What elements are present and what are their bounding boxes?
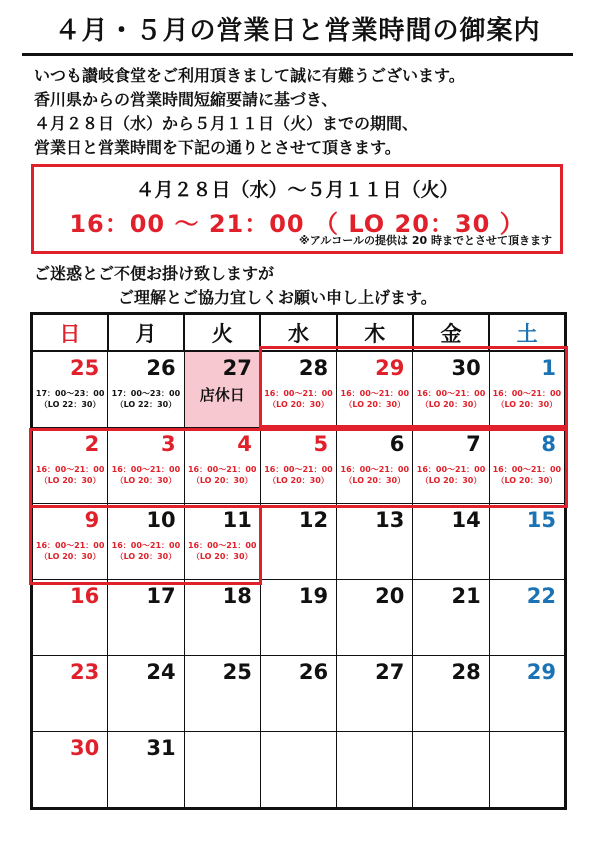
notice-box (31, 164, 563, 254)
day-cell-closed (184, 351, 260, 428)
weekday-header: 火 (184, 314, 260, 352)
day-number: 26 (298, 660, 329, 684)
notice-hours: 16：00 ～ 21：00 （ LO 20：30 ） (69, 210, 525, 238)
apology-text (34, 262, 437, 310)
day-hours (261, 388, 336, 410)
day-number: 25 (222, 660, 252, 684)
day-cell (32, 351, 108, 428)
day-cell (184, 504, 260, 580)
day-cell (184, 656, 260, 732)
day-cell (337, 656, 413, 732)
day-number: 21 (451, 584, 481, 608)
hours-range: 16：00～21：00 (111, 465, 181, 474)
day-number: 3 (160, 432, 176, 456)
weekday-header: 日 (32, 314, 108, 352)
day-cell (32, 732, 108, 809)
day-cell (337, 580, 413, 656)
last-order: （LO 20：30） (496, 476, 558, 485)
day-hours (33, 464, 107, 486)
day-cell (260, 656, 336, 732)
last-order: （LO 20：30） (191, 552, 253, 561)
hours-range: 16：00～21：00 (264, 465, 333, 474)
hours-range: 16：00～21：00 (492, 389, 562, 398)
weekday-header: 月 (108, 314, 184, 352)
day-number (490, 732, 564, 736)
day-number: 23 (70, 660, 100, 684)
last-order: （LO 20：30） (39, 476, 101, 485)
day-hours (413, 388, 488, 410)
hours-range: 16：00～21：00 (416, 389, 486, 398)
day-number: 27 (375, 660, 405, 684)
day-number: 30 (70, 736, 100, 760)
day-hours (108, 388, 183, 410)
weekday-header: 土 (489, 314, 565, 352)
hours-range: 16：00～21：00 (264, 389, 333, 398)
day-number: 29 (375, 356, 405, 380)
day-number: 26 (146, 356, 176, 380)
day-hours (337, 388, 412, 410)
day-number (261, 732, 336, 736)
last-order: （LO 20：30） (420, 476, 482, 485)
day-number: 17 (146, 584, 176, 608)
last-order: （LO 20：30） (344, 400, 406, 409)
apology-line: ご理解とご協力宜しくお願い申し上げます。 (118, 288, 437, 307)
day-hours (33, 388, 107, 410)
last-order: （LO 20：30） (496, 400, 558, 409)
hours-range: 16：00～21：00 (187, 541, 257, 550)
weekday-header: 木 (337, 314, 413, 352)
day-number (413, 732, 488, 736)
calendar (30, 312, 567, 810)
last-order: （LO 20：30） (268, 476, 329, 485)
day-number: 24 (146, 660, 176, 684)
day-number: 28 (451, 660, 481, 684)
last-order: （LO 20：30） (115, 552, 177, 561)
day-number: 20 (375, 584, 405, 608)
day-number: 29 (526, 660, 556, 684)
calendar-week-row (32, 351, 566, 428)
closed-label: 店休日 (199, 386, 245, 404)
day-number: 2 (84, 432, 100, 456)
last-order: （LO 20：30） (344, 476, 406, 485)
day-number: 1 (541, 356, 556, 380)
day-cell (32, 504, 108, 580)
calendar-week-row (32, 656, 566, 732)
day-number: 6 (389, 432, 405, 456)
hours-range: 16：00～21：00 (340, 389, 410, 398)
day-number: 15 (526, 508, 556, 532)
day-cell (108, 580, 184, 656)
day-cell (413, 351, 489, 428)
day-cell (260, 351, 336, 428)
day-number: 13 (375, 508, 405, 532)
hours-range: 16：00～21：00 (111, 541, 181, 550)
last-order: （LO 20：30） (268, 400, 329, 409)
day-number: 14 (451, 508, 481, 532)
day-cell (337, 732, 413, 809)
day-cell (32, 428, 108, 504)
last-order: （LO 22：30） (115, 400, 177, 409)
intro-line: 香川県からの営業時間短縮要請に基づき、 (34, 90, 338, 109)
day-number: 18 (222, 584, 252, 608)
day-cell (489, 580, 565, 656)
day-cell (337, 428, 413, 504)
day-hours (490, 464, 564, 486)
day-number: 10 (146, 508, 176, 532)
notice-note: ※アルコールの提供は 20 時までとさせて頂きます (299, 234, 552, 247)
day-hours (337, 464, 412, 486)
day-cell (337, 351, 413, 428)
hours-range: 16：00～21：00 (35, 465, 105, 474)
day-hours (108, 540, 183, 562)
hours-range: 16：00～21：00 (416, 465, 486, 474)
weekday-header: 金 (413, 314, 489, 352)
day-cell (108, 351, 184, 428)
hours-range: 16：00～21：00 (340, 465, 410, 474)
intro-line: いつも讃岐食堂をご利用頂きまして誠に有難うございます。 (34, 66, 465, 85)
day-cell (489, 351, 565, 428)
day-cell (260, 580, 336, 656)
last-order: （LO 22：30） (39, 400, 101, 409)
day-cell (260, 428, 336, 504)
weekday-header-row (32, 314, 566, 352)
day-hours (413, 464, 488, 486)
day-hours (490, 388, 564, 410)
weekday-header: 水 (260, 314, 336, 352)
day-cell (108, 732, 184, 809)
calendar-week-row (32, 428, 566, 504)
calendar-week-row (32, 732, 566, 809)
day-cell (260, 504, 336, 580)
day-cell (413, 428, 489, 504)
hours-range: 16：00～21：00 (492, 465, 562, 474)
day-number: 16 (70, 584, 100, 608)
day-cell (337, 504, 413, 580)
day-cell (32, 580, 108, 656)
day-hours (33, 540, 107, 562)
day-number: 28 (298, 356, 329, 380)
day-cell (260, 732, 336, 809)
last-order: （LO 20：30） (191, 476, 253, 485)
day-cell (413, 656, 489, 732)
day-cell (108, 428, 184, 504)
calendar-week-row (32, 580, 566, 656)
day-number: 4 (237, 432, 252, 456)
day-number (185, 732, 260, 736)
day-cell (413, 504, 489, 580)
intro-line: 営業日と営業時間を下記の通りとさせて頂きます。 (34, 138, 401, 157)
day-number: 19 (298, 584, 329, 608)
hours-range: 17：00～23：00 (111, 389, 181, 398)
intro-line: ４月２８日（水）から５月１１日（火）までの期間、 (34, 114, 419, 133)
day-hours (261, 464, 336, 486)
day-cell (184, 580, 260, 656)
intro-text (34, 64, 574, 160)
hours-range: 16：00～21：00 (187, 465, 257, 474)
last-order: （LO 20：30） (39, 552, 101, 561)
day-cell (413, 580, 489, 656)
day-cell (489, 504, 565, 580)
page-title: ４月・５月の営業日と営業時間の御案内 (22, 10, 573, 56)
day-hours (185, 464, 260, 486)
day-cell (489, 732, 565, 809)
day-hours (108, 464, 183, 486)
day-cell (108, 504, 184, 580)
day-hours (185, 540, 260, 562)
calendar-body (32, 351, 566, 809)
hours-range: 16：00～21：00 (35, 541, 105, 550)
day-number: 27 (222, 356, 252, 380)
hours-range: 17：00～23：00 (35, 389, 105, 398)
day-cell (108, 656, 184, 732)
day-cell (184, 428, 260, 504)
day-number: 30 (451, 356, 481, 380)
day-number: 9 (84, 508, 100, 532)
day-number: 5 (313, 432, 329, 456)
day-number: 11 (222, 508, 252, 532)
notice-period: ４月２８日（水）～５月１１日（火） (135, 179, 459, 201)
day-cell (32, 656, 108, 732)
day-number: 7 (466, 432, 481, 456)
apology-line: ご迷惑とご不便お掛け致しますが (34, 264, 275, 283)
last-order: （LO 20：30） (115, 476, 177, 485)
calendar-week-row (32, 504, 566, 580)
day-number: 31 (146, 736, 176, 760)
day-cell (489, 656, 565, 732)
day-number: 22 (526, 584, 556, 608)
day-cell (184, 732, 260, 809)
day-cell (413, 732, 489, 809)
last-order: （LO 20：30） (420, 400, 482, 409)
day-number: 8 (541, 432, 556, 456)
day-number: 12 (298, 508, 329, 532)
day-cell (489, 428, 565, 504)
day-number: 25 (70, 356, 100, 380)
day-number (337, 732, 412, 736)
